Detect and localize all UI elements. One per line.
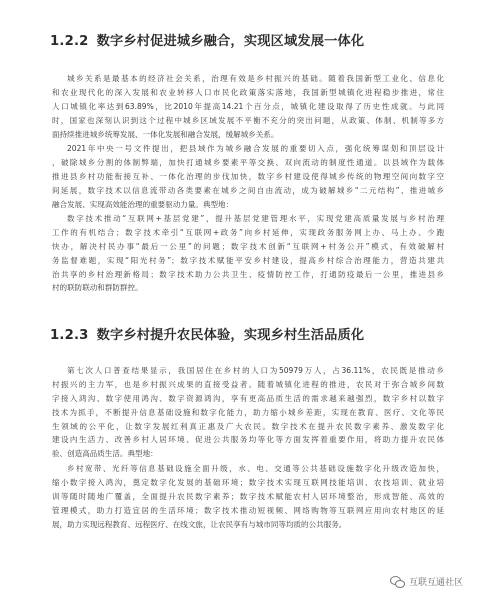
- text-line: 时，国家也深刻认识到这个过程中城乡区域发展不平衡不充分的突出问题，从政策、体制、机制等多方: [52, 115, 444, 125]
- text-line: 乡村宽带、光纤等信息基础设施全面升级，水、电、交通等公共基础设施数字化升级改造加快，: [67, 464, 444, 473]
- wechat-icon: [390, 576, 404, 588]
- section-heading-1-2-3: [50, 324, 364, 343]
- paragraph: [52, 212, 444, 295]
- text-line: 融合发展、实现高效能治理的重要驱动力量。典型地：: [52, 199, 234, 209]
- text-line: 务监督难题，实现“阳光村务”；数字技术赋能平安乡村建设，提高乡村综合治理能力，营造共建共: [52, 255, 444, 265]
- paragraph: [52, 462, 444, 531]
- paragraph: [52, 72, 444, 141]
- section-number: 1.2.2: [50, 34, 89, 49]
- text-line: 数字技术推动“互联网+基层党建”，提升基层党建管理水平，实现党建高质量发展与乡村治理: [67, 214, 444, 223]
- text-line: 城乡关系是最基本的经济社会关系，治理有效是乡村振兴的基础。随着我国新型工业化、信息化: [67, 74, 444, 83]
- text-line: 间延展，数字技术以信息流带动各类要素在城乡之间自由流动，成为破解城乡“二元结构”、推进城乡: [52, 185, 444, 195]
- text-line: 和农业现代化的深入发展和农业转移人口市民化政策落实落地，我国新型城镇化进程稳步推进，常住: [52, 87, 444, 97]
- text-line: 工作的有机结合；数字技术牵引“互联网+政务”向乡村延伸，实现政务服务网上办、马上办、少跑: [52, 227, 444, 237]
- text-line: 建设内生活力、改善乡村人居环境、促进公共服务均等化等方面发挥着重要作用，将助力提升农民体: [52, 435, 444, 445]
- section-heading-1-2-2: [50, 30, 364, 49]
- text-line: 村的联防联动和群防群控。: [52, 283, 143, 293]
- section-title: 数字乡村促进城乡融合，实现区域发展一体化: [96, 34, 365, 49]
- text-line: 推进县乡村功能衔接互补、一体化治理的步伐加快，数字乡村建设使得城乡传统的物理空间向数字空: [52, 171, 444, 181]
- text-line: 2021年中央一号文件提出，把县域作为城乡融合发展的重要切入点，强化统筹谋划和顶层设计: [67, 144, 444, 153]
- text-line: 技术为抓手，不断提升信息基础设施和数字化能力，助力缩小城乡差距，实现在教育、医疗、文化等民: [52, 407, 444, 417]
- text-line: 字接入鸿沟、数字使用鸿沟、数字资源鸿沟，享有更高品质生活的需求越来越强烈，数字乡村以数字: [52, 393, 444, 403]
- text-line: 人口城镇化率达到63.89%，比2010年提高14.21个百分点，城镇化建设取得了历史性成就。与此同: [52, 101, 444, 111]
- paragraph: [52, 364, 444, 461]
- text-line: 生领域的公平化，让数字发展红利真正惠及广大农民。数字技术在提升农民数字素养、激发数字化: [52, 421, 444, 431]
- section-title: 数字乡村提升农民体验，实现乡村生活品质化: [96, 328, 365, 343]
- text-line: 村振兴的主力军，也是乡村振兴成果的直接受益者。随着城镇化进程的推进，农民对于弥合城乡间数: [52, 379, 444, 389]
- text-line: 缩小数字接入鸿沟，奠定数字化发展的基础环境；数字技术实现互联网技能培训、农技培训、就业培: [52, 477, 444, 487]
- text-line: 管理模式，助力打造宜居的生活环境；数字技术推动短视频、网络购物等互联网应用向农村地区的延: [52, 505, 444, 515]
- text-line: 训等随时随地广覆盖，全面提升农民数字素养；数字技术赋能农村人居环境整治，形成智能、高效的: [52, 491, 444, 501]
- watermark: [390, 575, 463, 588]
- text-line: 治共享的乡村治理新格局；数字技术助力公共卫生、疫情防控工作，打通防疫最后一公里，推进县乡: [52, 269, 444, 279]
- text-line: 面持续推进城乡统筹发展、一体化发展和融合发展，缓解城乡关系。: [52, 129, 279, 139]
- section-number: 1.2.3: [50, 328, 89, 343]
- paragraph: [52, 142, 444, 211]
- text-line: 展，助力实现远程教育、远程医疗、在线文旅，让农民享有与城市同等均质的公共服务。: [52, 519, 347, 529]
- text-line: 第七次人口普查结果显示，我国居住在乡村的人口为50979万人，占36.11%，农民既是推动乡: [67, 366, 444, 375]
- text-line: ，破除城乡分割的体制弊端，加快打通城乡要素平等交换、双向流动的制度性通道。以县域作为载体: [52, 157, 444, 167]
- text-line: 验、创造高品质生活。典型地：: [52, 449, 158, 459]
- watermark-text: 互联互通社区: [408, 578, 463, 588]
- text-line: 快办，解决村民办事“最后一公里”的问题；数字技术创新“互联网+村务公开”模式，有效破解村: [52, 241, 444, 251]
